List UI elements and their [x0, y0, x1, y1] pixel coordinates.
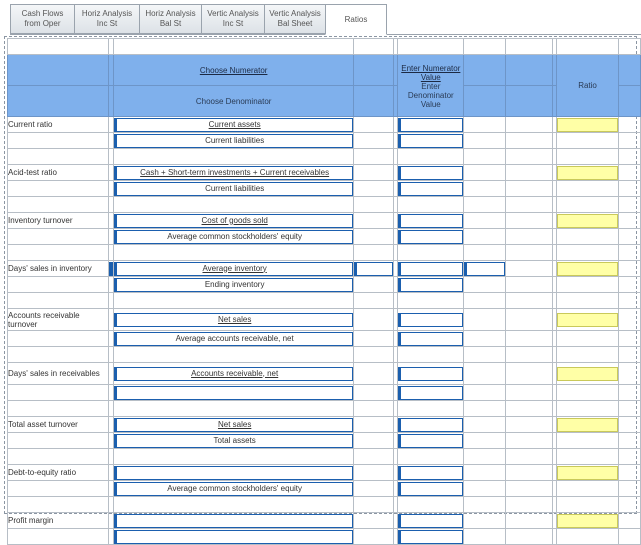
- numerator-value-input[interactable]: [398, 118, 463, 132]
- ratio-output-total-asset-turnover[interactable]: [557, 418, 618, 432]
- row-label-accounts-receivable-turnover: Accounts receivable turnover: [8, 309, 109, 331]
- numerator-value-input[interactable]: [398, 214, 463, 228]
- choose-denominator-header: Choose Denominator: [195, 96, 272, 106]
- denominator-select-profit-margin[interactable]: [114, 530, 354, 544]
- tab-vertic-analysis-inc-st[interactable]: Vertic Analysis Inc St: [201, 4, 265, 34]
- denominator-value-input[interactable]: [398, 134, 463, 148]
- denominator-value-input[interactable]: [398, 278, 463, 292]
- row-label-total-asset-turnover: Total asset turnover: [8, 417, 109, 433]
- tab-vertic-analysis-bal-sheet[interactable]: Vertic Analysis Bal Sheet: [264, 4, 326, 34]
- cell-input[interactable]: [464, 262, 505, 276]
- numerator-value-input[interactable]: [398, 514, 463, 528]
- numerator-value-input[interactable]: [398, 367, 463, 381]
- enter-numerator-value-header: Enter Numerator Value: [401, 63, 461, 82]
- denominator-select-days-sales-inventory[interactable]: Ending inventory: [114, 278, 354, 292]
- numerator-select-debt-to-equity[interactable]: [114, 466, 354, 480]
- denominator-select-acid-test[interactable]: Current liabilities: [114, 182, 354, 196]
- denominator-select-inventory-turnover[interactable]: Average common stockholders' equity: [114, 230, 354, 244]
- denominator-value-input[interactable]: [398, 182, 463, 196]
- tab-cash-flows[interactable]: Cash Flows from Oper: [10, 4, 75, 34]
- ratio-output-days-sales-receivables[interactable]: [557, 367, 618, 381]
- denominator-select-total-asset-turnover[interactable]: Total assets: [114, 434, 354, 448]
- denominator-value-input[interactable]: [398, 230, 463, 244]
- tab-ratios[interactable]: Ratios: [325, 4, 387, 35]
- denominator-select-current-ratio[interactable]: Current liabilities: [114, 134, 354, 148]
- numerator-value-input[interactable]: [398, 466, 463, 480]
- row-label-days-sales-receivables: Days' sales in receivables: [8, 363, 109, 385]
- enter-denominator-value-header: Enter Denominator Value: [407, 81, 454, 109]
- ratios-grid: [7, 38, 641, 545]
- row-label-profit-margin: Profit margin: [8, 513, 109, 529]
- ratio-output-days-sales-inventory[interactable]: [557, 262, 618, 276]
- numerator-value-input[interactable]: [398, 262, 463, 276]
- numerator-select-days-sales-inventory[interactable]: Average inventory: [114, 262, 354, 276]
- numerator-select-ar-turnover[interactable]: Net sales: [114, 313, 354, 327]
- ratio-output-current-ratio[interactable]: [557, 118, 618, 132]
- ratio-header: Ratio: [578, 81, 597, 90]
- numerator-select-days-sales-receivables[interactable]: Accounts receivable, net: [114, 367, 354, 381]
- denominator-value-input[interactable]: [398, 482, 463, 496]
- numerator-value-input[interactable]: [398, 313, 463, 327]
- denominator-value-input[interactable]: [398, 530, 463, 544]
- choose-numerator-header: Choose Numerator: [199, 65, 268, 75]
- numerator-select-total-asset-turnover[interactable]: Net sales: [114, 418, 354, 432]
- row-label-current-ratio: Current ratio: [8, 117, 109, 133]
- denominator-value-input[interactable]: [398, 332, 463, 346]
- tab-horiz-analysis-inc-st[interactable]: Horiz Analysis Inc St: [74, 4, 140, 34]
- cell-input[interactable]: [354, 262, 393, 276]
- sheet-tabs: [10, 4, 386, 34]
- row-label-acid-test-ratio: Acid-test ratio: [8, 165, 109, 181]
- cell-marker: [109, 262, 113, 276]
- denominator-value-input[interactable]: [398, 386, 463, 400]
- ratio-output-debt-to-equity[interactable]: [557, 466, 618, 480]
- numerator-select-profit-margin[interactable]: [114, 514, 354, 528]
- numerator-select-current-ratio[interactable]: Current assets: [114, 118, 354, 132]
- numerator-select-acid-test[interactable]: Cash + Short-term investments + Current receivables: [114, 166, 354, 180]
- denominator-select-ar-turnover[interactable]: Average accounts receivable, net: [114, 332, 354, 346]
- numerator-value-input[interactable]: [398, 418, 463, 432]
- numerator-value-input[interactable]: [398, 166, 463, 180]
- denominator-select-debt-to-equity[interactable]: Average common stockholders' equity: [114, 482, 354, 496]
- row-label-inventory-turnover: Inventory turnover: [8, 213, 109, 229]
- tab-horiz-analysis-bal-st[interactable]: Horiz Analysis Bal St: [139, 4, 202, 34]
- row-label-days-sales-inventory: Days' sales in inventory: [8, 261, 109, 277]
- ratio-output-acid-test[interactable]: [557, 166, 618, 180]
- numerator-select-inventory-turnover[interactable]: Cost of goods sold: [114, 214, 354, 228]
- ratio-output-ar-turnover[interactable]: [557, 313, 618, 327]
- denominator-select-days-sales-receivables[interactable]: [114, 386, 354, 400]
- ratio-output-inventory-turnover[interactable]: [557, 214, 618, 228]
- ratio-output-profit-margin[interactable]: [557, 514, 618, 528]
- denominator-value-input[interactable]: [398, 434, 463, 448]
- row-label-debt-to-equity: Debt-to-equity ratio: [8, 465, 109, 481]
